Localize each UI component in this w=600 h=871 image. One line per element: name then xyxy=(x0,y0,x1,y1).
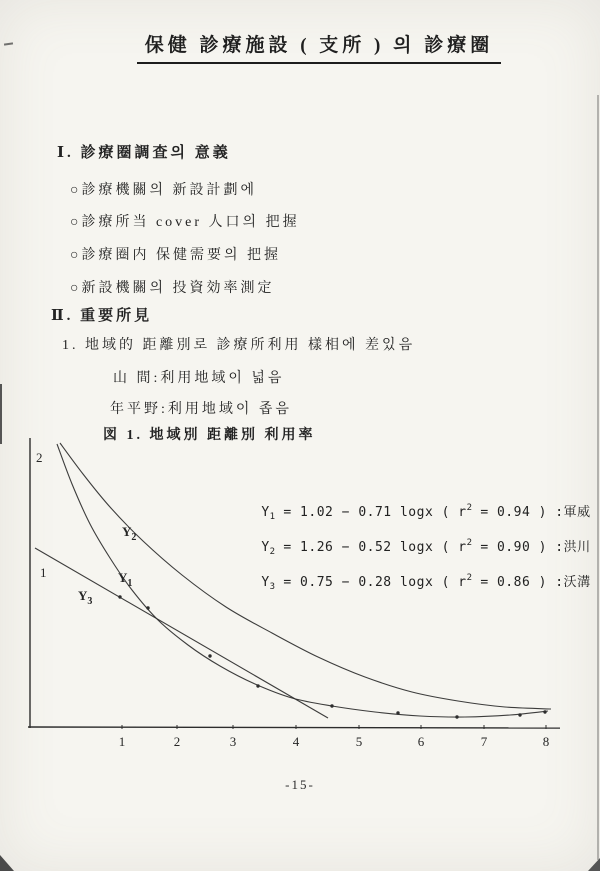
chart-data-marker xyxy=(256,684,259,687)
section-2-heading: Ⅱ. 重要所見 xyxy=(51,308,153,324)
chart-x-tick-label: 3 xyxy=(229,734,237,749)
bullet-health-demand: ○診療圈内 保健需要의 把握 xyxy=(70,248,281,263)
chart-data-marker xyxy=(396,711,399,714)
page-number: -15- xyxy=(285,777,315,792)
bullet-cover-population: ○診療所当 cover 人口의 把握 xyxy=(70,215,300,230)
equation-region: 洪川 xyxy=(563,540,591,555)
equation-subscript: 1 xyxy=(269,512,276,522)
chart-x-tick-label: 4 xyxy=(292,734,300,749)
chart-x-tick-label: 6 xyxy=(417,734,425,749)
equation-text: Y xyxy=(261,505,270,520)
chart-x-tick-label: 5 xyxy=(355,734,363,749)
chart-x-tick-label: 2 xyxy=(173,734,181,749)
equation-text: = 0.94 ) : xyxy=(472,505,564,520)
equation-superscript: 2 xyxy=(466,573,472,583)
chart-data-marker xyxy=(146,606,149,609)
equation-superscript: 2 xyxy=(466,503,472,513)
page-title: 保健 診療施設 ( 支所 ) 의 診療圈 xyxy=(137,30,502,64)
scan-artifact-left-edge-line xyxy=(0,384,2,444)
chart-data-marker xyxy=(455,715,458,718)
equation-text: Y xyxy=(261,575,270,590)
equation-subscript: 2 xyxy=(269,547,276,557)
chart-data-marker xyxy=(208,654,211,657)
bullet-new-plan: ○診療機關의 新設計劃에 xyxy=(70,183,258,198)
chart-curve-label-y3: $Y_3$ xyxy=(78,588,93,607)
bullet-investment-efficiency: ○新設機關의 投資効率測定 xyxy=(70,281,275,296)
chart-y-value-label: 1 xyxy=(40,565,47,580)
equation-superscript: 2 xyxy=(466,538,472,548)
scan-artifact-bottom-right-corner xyxy=(588,858,600,871)
chart-curve-label-y1: $Y_1$ xyxy=(118,570,133,589)
equation-region: 沃溝 xyxy=(563,575,591,590)
figure-caption: 図 1. 地域別 距離別 利用率 xyxy=(103,428,316,443)
chart-data-marker xyxy=(543,710,546,713)
finding-item-1: 1. 地域的 距離別로 診療所利用 樣相에 差있음 xyxy=(62,338,416,353)
chart-y-value-label: 2 xyxy=(36,450,43,465)
equation-text: = 1.02 − 0.71 logx ( r xyxy=(275,505,467,520)
chart-curve-label-y2: $Y_2$ xyxy=(122,524,137,543)
equation-subscript: 3 xyxy=(269,582,276,592)
chart-x-tick-label: 8 xyxy=(542,734,550,749)
equation-text: Y xyxy=(261,540,270,555)
mountain-area-line: 山 間:利用地域이 넓음 xyxy=(113,371,285,386)
equation-text: = 0.75 − 0.28 logx ( r xyxy=(275,575,467,590)
title-block xyxy=(0,30,600,64)
chart-x-tick-label: 1 xyxy=(118,734,126,749)
equation-text: = 0.86 ) : xyxy=(472,575,564,590)
scan-artifact-bottom-left-corner xyxy=(0,855,14,871)
equation-y3 xyxy=(228,556,591,607)
chart-x-tick-label: 7 xyxy=(480,734,488,749)
scan-artifact-right-edge-line xyxy=(597,95,599,860)
chart-x-axis xyxy=(28,727,560,728)
equation-text: = 1.26 − 0.52 logx ( r xyxy=(275,540,467,555)
plain-area-line: 年平野:利用地域이 좁음 xyxy=(110,402,292,417)
equation-region: 軍威 xyxy=(563,505,591,520)
section-1-heading: Ⅰ. 診療圈調査의 意義 xyxy=(57,145,231,161)
chart-data-marker xyxy=(330,704,333,707)
chart-data-marker xyxy=(118,595,121,598)
equation-text: = 0.90 ) : xyxy=(472,540,564,555)
chart-data-marker xyxy=(518,713,521,716)
